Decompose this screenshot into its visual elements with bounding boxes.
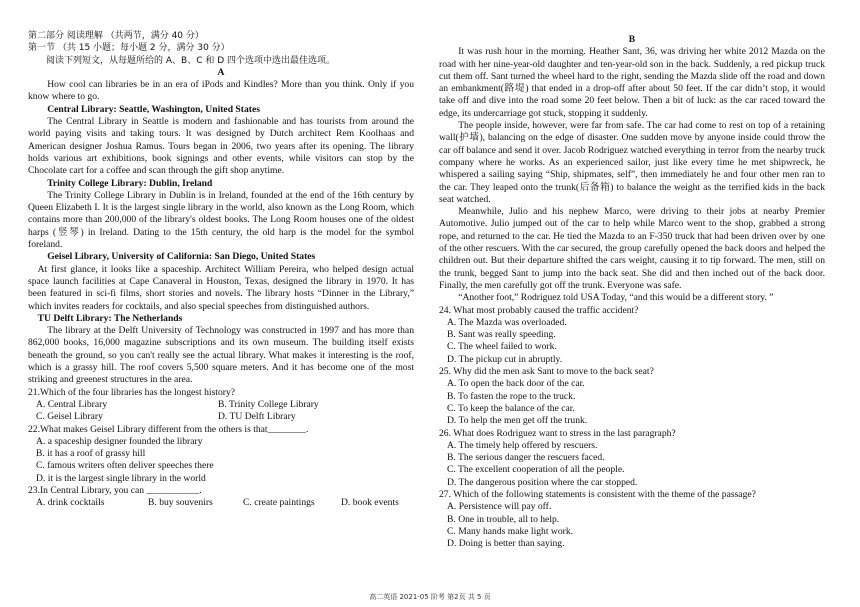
option: C. To keep the balance of the car. bbox=[447, 402, 575, 414]
passage-a-intro: How cool can libraries be in an era of iPods and Kindles? More than you think. Only if you know where to go. bbox=[28, 79, 414, 103]
passage-a-label: A bbox=[217, 66, 225, 78]
library-text: The Central Library in Seattle is modern and fashionable and has tourists from around the world paying visits and taking tours. It was designed by Dutch architect Rem Koolhaas and American designer Joshua Ramus. Tours began in 2006, two years after its opening. The library holds various art exhibitions, book signings and other events, while visitors can stop by the Chocolate cart for a coffee and scan through the gift shop anytime. bbox=[28, 116, 414, 177]
passage-b-paragraph: “Another foot,” Rodriguez told USA Today, “and this would be a different story. ” bbox=[458, 292, 774, 304]
option: D. The dangerous position where the car stopped. bbox=[447, 476, 638, 488]
question-27-stem: 27. Which of the following statements is consistent with the theme of the passage? bbox=[439, 488, 756, 500]
option: D. To help the men get off the trunk. bbox=[447, 415, 588, 427]
option: C. Geisel Library bbox=[36, 411, 103, 423]
option: B. Sant was really speeding. bbox=[447, 329, 556, 341]
option: A. Central Library bbox=[36, 398, 108, 410]
library-text: The library at the Delft University of Technology was constructed in 1997 and has more than 862,000 books, 16,000 magazine subscriptions and its own museum. The building itself exists beneath the ground, so you can't really see the actual library. What makes it interesting is the roof, which is a grassy hill. The roof covers 5,500 square meters. And it has become one of the most striking and greenest structures in the area. bbox=[28, 325, 414, 386]
right-column bbox=[439, 34, 825, 550]
option: A. a spaceship designer founded the library bbox=[36, 435, 203, 447]
option: B. buy souvenirs bbox=[148, 497, 213, 509]
option: A. To open the back door of the car. bbox=[447, 378, 585, 390]
question-21-stem: 21.Which of the four libraries has the longest history? bbox=[28, 386, 236, 398]
option: C. create paintings bbox=[243, 497, 315, 509]
question-24-options bbox=[439, 317, 825, 366]
option: D. Doing is better than saying. bbox=[447, 538, 565, 550]
section-title: 第一节 （共 15 小题；每小题 2 分，满分 30 分） bbox=[28, 43, 230, 54]
page-footer: 高二英语 2021-05 阶考 第2页 共 5 页 bbox=[369, 593, 491, 601]
option: A. The Mazda was overloaded. bbox=[447, 316, 567, 328]
option: D. The pickup cut in abruptly. bbox=[447, 353, 563, 365]
option: C. The excellent cooperation of all the people. bbox=[447, 464, 625, 476]
instructions: 阅读下列短文，从每题所给的 A、B、C 和 D 四个选项中选出最佳选项。 bbox=[46, 55, 335, 66]
library-text: At first glance, it looks like a spaceship. Architect William Pereira, who helped design actual space launch facilities at Cape Canaveral in Houston, Texas, designed the library in 1970. It has been featured in sci-fi films, short stories and novels. The library hosts “Dinner in the Library,” which invites readers for cocktails, and also special speeches from distinguished authors. bbox=[28, 263, 414, 312]
passage-b-paragraph: Meanwhile, Julio and his nephew Marco, were driving to their jobs at nearby Premier Automotive. Julio jumped out of the car to help while Marco went to the shop, grabbed a strong rope, and returned to the car. He tied the Mazda to an F-350 truck that had been driven over by one of the other rescuers. With the car secured, the group carefully opened the back doors and helped the children out. But their departure shifted the cars weight, causing it to tip forward. The men, still on the trunk, begged Sant to jump into the back seat. She did and then inched out of the back door. Finally, the men carefully got off the trunk. Everyone was safe. bbox=[439, 206, 825, 291]
option: B. Trinity College Library bbox=[218, 398, 319, 410]
option: B. The serious danger the rescuers faced. bbox=[447, 452, 605, 464]
option: C. The wheel failed to work. bbox=[447, 341, 557, 353]
option: B. To fasten the rope to the truck. bbox=[447, 390, 576, 402]
option: D. it is the largest single library in the world bbox=[36, 472, 206, 484]
question-23-stem: 23.In Central Library, you can ___________. bbox=[28, 484, 202, 496]
passage-b-label: B bbox=[628, 34, 636, 45]
library-text: The Trinity College Library in Dublin is in Ireland, founded at the end of the 16th century by Queen Elizabeth I. It is the largest single library in the world, also known as the Long Room, which contains more than 200,000 of the library's oldest books. The Long Room houses one of the oldest harps (竖琴) in Ireland. Dating to the 15th century, the old harp is the model for the symbol foreland. bbox=[28, 189, 414, 251]
library-heading: Trinity College Library: Dublin, Ireland bbox=[47, 177, 213, 189]
question-21-options bbox=[28, 399, 414, 424]
question-25-options bbox=[439, 378, 825, 427]
option: C. famous writers often deliver speeches there bbox=[36, 460, 214, 472]
question-23-options bbox=[28, 497, 414, 509]
option: A. The timely help offered by rescuers. bbox=[447, 439, 598, 451]
question-26-options bbox=[439, 440, 825, 489]
option: D. book events bbox=[341, 497, 399, 509]
passage-b-paragraph: The people inside, however, were far from safe. The car had come to rest on top of a retaining wall(护墙), balancing on the edge of disaster. One sudden move by anyone inside could throw the car off balance and send it over. Jacob Rodriguez watched everything in terror from the nearby truck company where he works. As an experienced sailor, just like every time he met shipwreck, he whispered a sailing saying “Ship, shipmates, self”, then immediately he and four other men ran to the car. They leaped onto the trunk(后备箱) to balance the weight as the terrified kids in the back seat watched. bbox=[439, 120, 825, 205]
option: C. Many hands make light work. bbox=[447, 525, 574, 537]
part-title: 第二部分 阅读理解 （共两节，满分 40 分） bbox=[28, 31, 204, 41]
question-22-options bbox=[28, 436, 414, 485]
question-25-stem: 25. Why did the men ask Sant to move to the back seat? bbox=[439, 366, 654, 378]
option: A. drink cocktails bbox=[36, 497, 105, 509]
library-heading: TU Delft Library: The Netherlands bbox=[37, 312, 183, 324]
option: B. it has a roof of grassy hill bbox=[36, 448, 146, 460]
left-column bbox=[28, 30, 414, 510]
option: D. TU Delft Library bbox=[218, 411, 296, 423]
question-22-stem: 22.What makes Geisel Library different from the others is that________. bbox=[28, 423, 309, 435]
option: A. Persistence will pay off. bbox=[447, 501, 552, 513]
library-heading: Geisel Library, University of California: San Diego, United States bbox=[47, 251, 316, 263]
question-26-stem: 26. What does Rodriguez want to stress in the last paragraph? bbox=[439, 427, 676, 439]
option: B. One in trouble, all to help. bbox=[447, 513, 560, 525]
library-heading: Central Library: Seattle, Washington, United States bbox=[47, 103, 260, 115]
question-27-options bbox=[439, 501, 825, 550]
question-24-stem: 24. What most probably caused the traffic accident? bbox=[439, 304, 639, 316]
passage-b-paragraph: It was rush hour in the morning. Heather Sant, 36, was driving her white 2012 Mazda on the road with her nine-year-old daughter and ten-year-old son in the back. Suddenly, a red pickup truck cut them off. Sant turned the wheel hard to the right, sending the Mazda slide off the road and down an embankment(路堤) that ended in a drop-off after about 50 feet. If the car didn’t stop, it would take off and dive into the road some 20 feet below. Then a bit of luck: as the car raced toward the edge, its undercarriage got stuck, stopping it suddenly. bbox=[439, 46, 825, 119]
